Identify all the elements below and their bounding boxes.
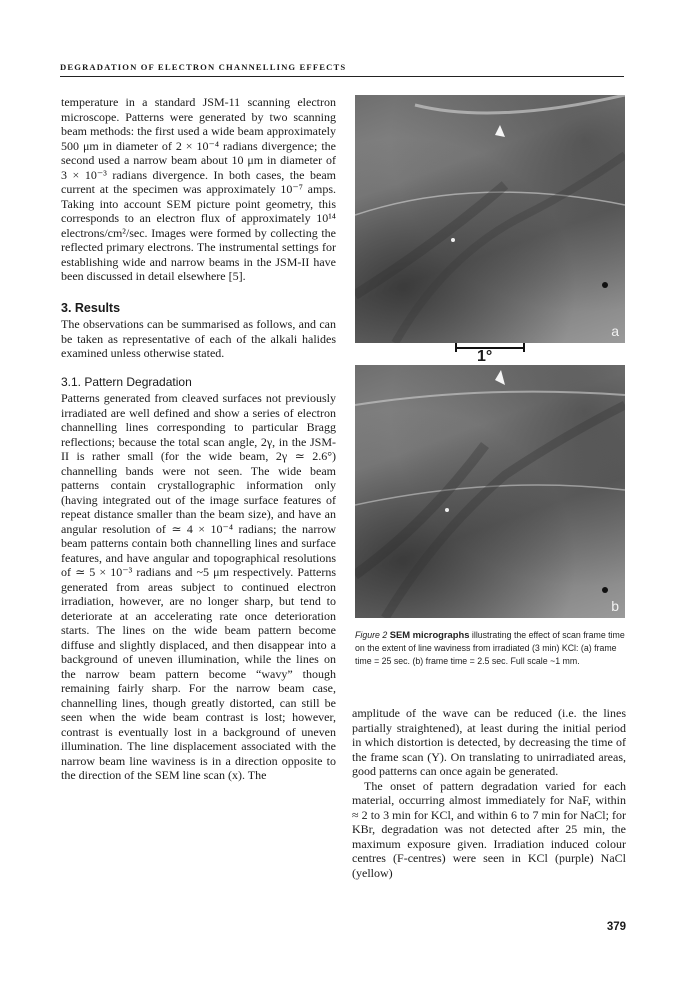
header-rule — [60, 76, 624, 77]
right-paragraph-1: amplitude of the wave can be reduced (i.e. the lines partially straightened), at least during the initial period in which distortion is detected, by decreasing the time of the frame scan (Y). On translating to unirradiated areas, good patterns can once again be generated. — [352, 706, 626, 778]
page-number: 379 — [606, 921, 626, 933]
degradation-paragraph: Patterns generated from cleaved surfaces not previously irradiated are well defined and show a series of electron channelling lines corresponding to particular Bragg reflections; because the total scan angle, 2γ, in the JSM-II is rather small (for the wide beam, 2γ ≃ 2.6°) channelling bands were not seen. The wide beam patterns contain crystallographic information only (having integrated out of the image surface features of repeat distance smaller than the beam size), and have an angular resolution of ≃ 4 × 10⁻⁴ radians; the narrow beam patterns contain both channelling lines and surface features, and have angular and topographical resolutions of ≃ 5 × 10⁻³ radians and ~5 μm respectively. Patterns generated from areas subject to continued electron irradiation, however, are no longer sharp, but tend to deteriorate at an accelerating rate once deterioration starts. The lines on the wide beam pattern become diffuse and slightly displaced, and then disappear into a background of uneven illumination, while the lines on the narrow beam pattern become “wavy” though remaining fairly sharp. For the narrow beam case, channelling lines, though greatly distorted, can still be seen when the wide beam contrast is lost; however, contrast is eventually lost in a background of uneven illumination. The line displacement associated with the narrow beam line waviness is in a direction opposite to the direction of the SEM line scan (x). The — [61, 391, 336, 782]
caption-text: illustrating the effect of scan frame time on the extent of line waviness from irradiated (3 min) KCl: (a) frame time = 25 sec. (b) frame time = 2.5 sec. Full scale ~1 mm. — [355, 630, 625, 666]
scale-bar-label: 1° — [477, 348, 493, 365]
caption-lead: SEM micrographs — [389, 629, 470, 640]
right-column — [352, 706, 626, 880]
micrograph-b-texture — [355, 365, 625, 618]
micrograph-b — [355, 365, 625, 618]
scale-bar — [455, 343, 525, 365]
results-heading: 3. Results — [61, 300, 121, 315]
left-column — [61, 95, 336, 783]
micrograph-a-texture — [355, 95, 625, 343]
panel-label-b: b — [611, 598, 619, 614]
running-header: DEGRADATION OF ELECTRON CHANNELLING EFFECTS — [60, 62, 347, 72]
panel-label-a: a — [611, 323, 619, 339]
right-paragraph-2: The onset of pattern degradation varied for each material, occurring almost immediately for NaF, within ≈ 2 to 3 min for KCl, and within 6 to 7 min for NaCl; for KBr, degradation was not detected after 25 min, the maximum exposure given. Irradiation induced colour centres (F-centres) were seen in KCl (purple) NaCl (yellow) — [352, 778, 626, 880]
intro-paragraph: temperature in a standard JSM-11 scanning electron microscope. Patterns were generated by two scanning beam methods: the first used a wide beam approximately 500 μm in diameter of 2 × 10⁻⁴ radians divergence; the second used a narrow beam about 10 μm in diameter of 3 × 10⁻³ radians divergence. In both cases, the beam current at the specimen was approximately 10⁻⁷ amps. Taking into account SEM picture point geometry, this corresponds to an electron flux of approximately 10¹⁴ electrons/cm²/sec. Images were formed by collecting the reflected primary electrons. The instrumental settings for establishing wide and narrow beams in the JSM-II have been discussed in detail elsewhere [5]. — [61, 95, 336, 283]
figure-2 — [355, 95, 625, 618]
micrograph-a — [355, 95, 625, 343]
pattern-degradation-heading: 3.1. Pattern Degradation — [61, 374, 192, 389]
results-paragraph: The observations can be summarised as follows, and can be taken as representative of each of the alkali halides examined unless otherwise stated. — [61, 317, 336, 360]
scale-bar-tick-right — [523, 343, 525, 352]
scale-bar-tick-left — [455, 343, 457, 352]
caption-figure-number: Figure 2 — [355, 630, 388, 640]
figure-caption — [355, 628, 627, 668]
